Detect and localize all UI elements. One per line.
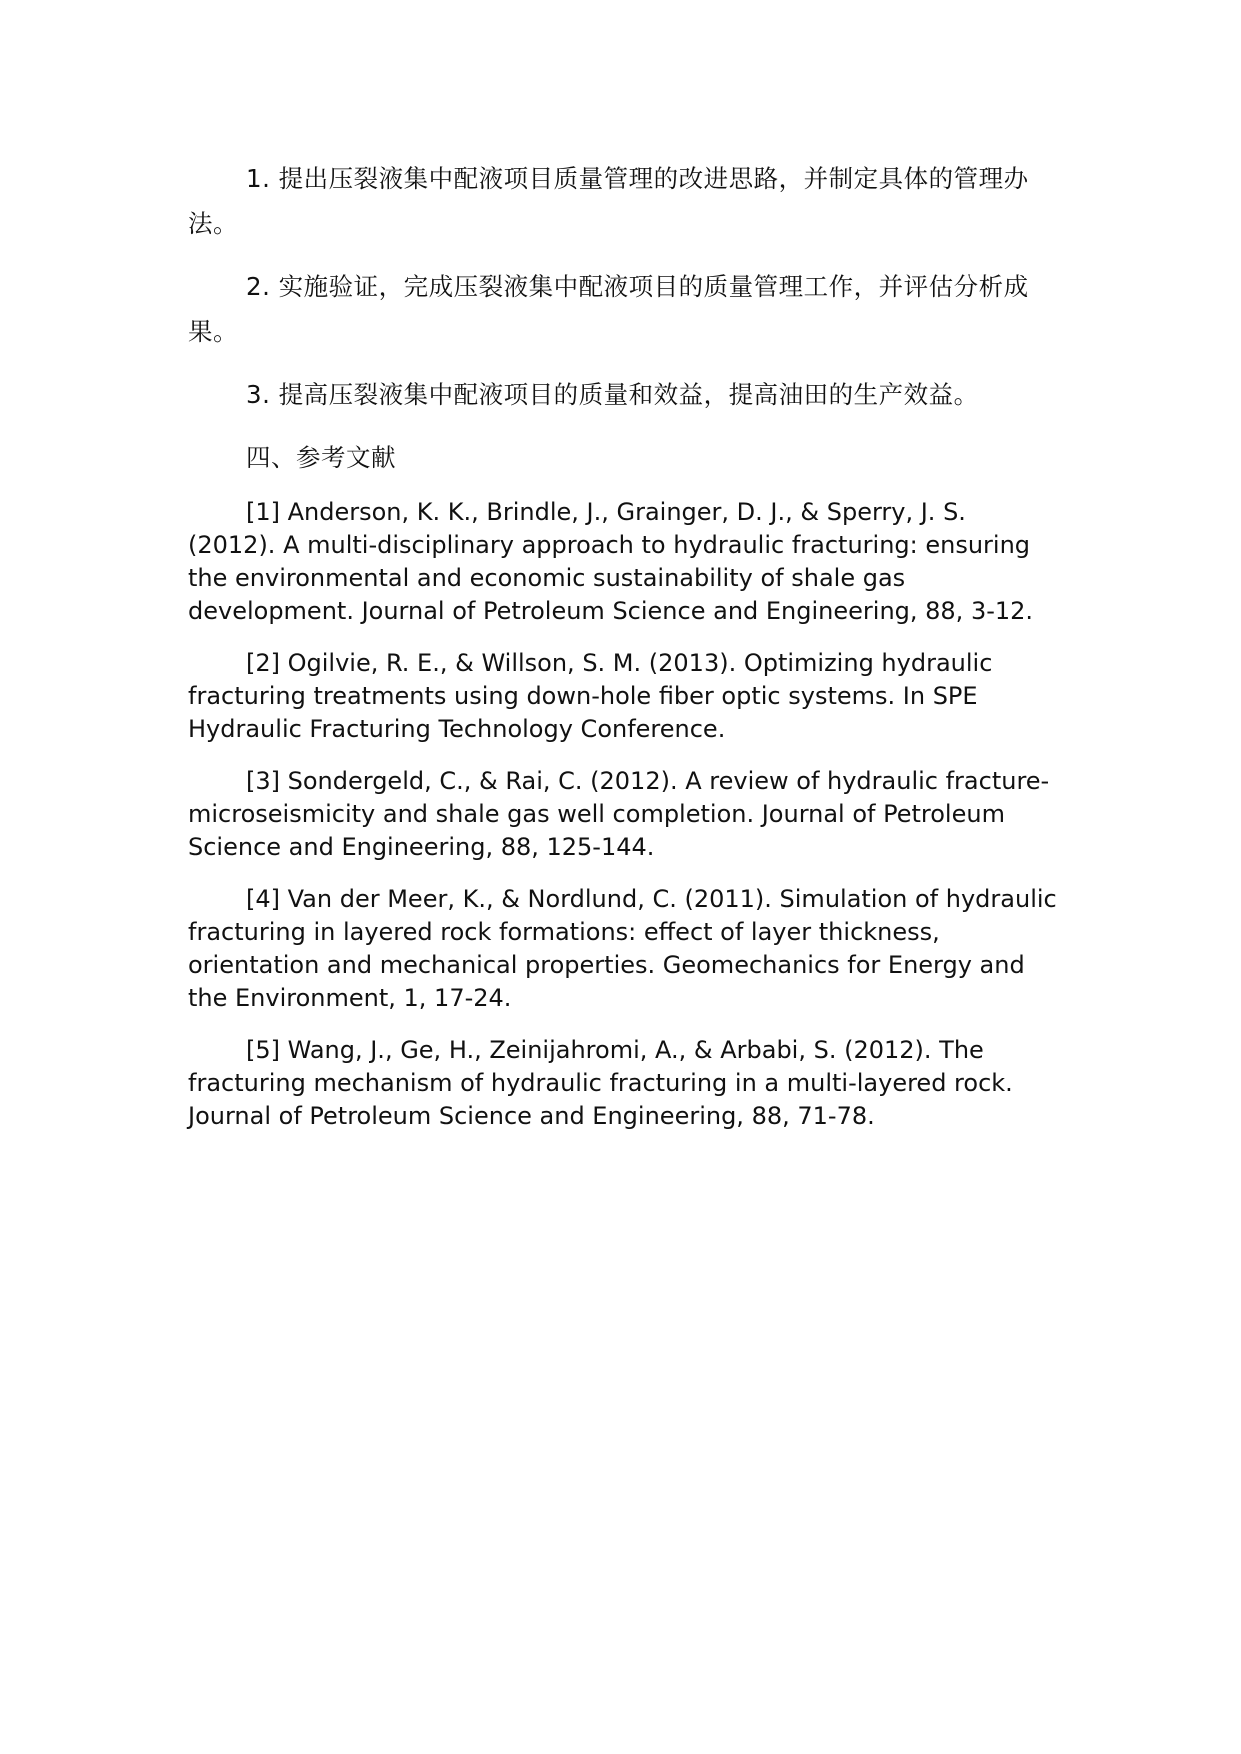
page-content: [188, 156, 1058, 1152]
goal-item-2: 2. 实施验证，完成压裂液集中配液项目的质量管理工作，并评估分析成果。: [188, 272, 1029, 346]
reference-item-3: [3] Sondergeld, C., & Rai, C. (2012). A review of hydraulic fracture-microseismicity and shale gas well completion. Journal of Petroleum Science and Engineering, 88, 125-144.: [188, 767, 1050, 861]
reference-item-4: [4] Van der Meer, K., & Nordlund, C. (2011). Simulation of hydraulic fracturing in layered rock formations: effect of layer thickness, orientation and mechanical properties. Geomechanics for Energy and the Environment, 1, 17-24.: [188, 885, 1057, 1012]
goal-item-1: 1. 提出压裂液集中配液项目质量管理的改进思路，并制定具体的管理办法。: [188, 164, 1029, 238]
reference-item-1: [1] Anderson, K. K., Brindle, J., Grainger, D. J., & Sperry, J. S. (2012). A multi-disciplinary approach to hydraulic fracturing: ensuring the environmental and economic sustainability of shale gas development. Journal of Petroleum Science and Engineering, 88, 3-12.: [188, 498, 1034, 625]
references-heading: 四、参考文献: [246, 443, 396, 472]
reference-item-5: [5] Wang, J., Ge, H., Zeinijahromi, A., & Arbabi, S. (2012). The fracturing mechanism of hydraulic fracturing in a multi-layered rock. Journal of Petroleum Science and Engineering, 88, 71-78.: [188, 1036, 1013, 1130]
reference-item-2: [2] Ogilvie, R. E., & Willson, S. M. (2013). Optimizing hydraulic fracturing treatments using down-hole fiber optic systems. In SPE Hydraulic Fracturing Technology Conference.: [188, 649, 993, 743]
goal-item-3: 3. 提高压裂液集中配液项目的质量和效益，提高油田的生产效益。: [246, 380, 979, 409]
